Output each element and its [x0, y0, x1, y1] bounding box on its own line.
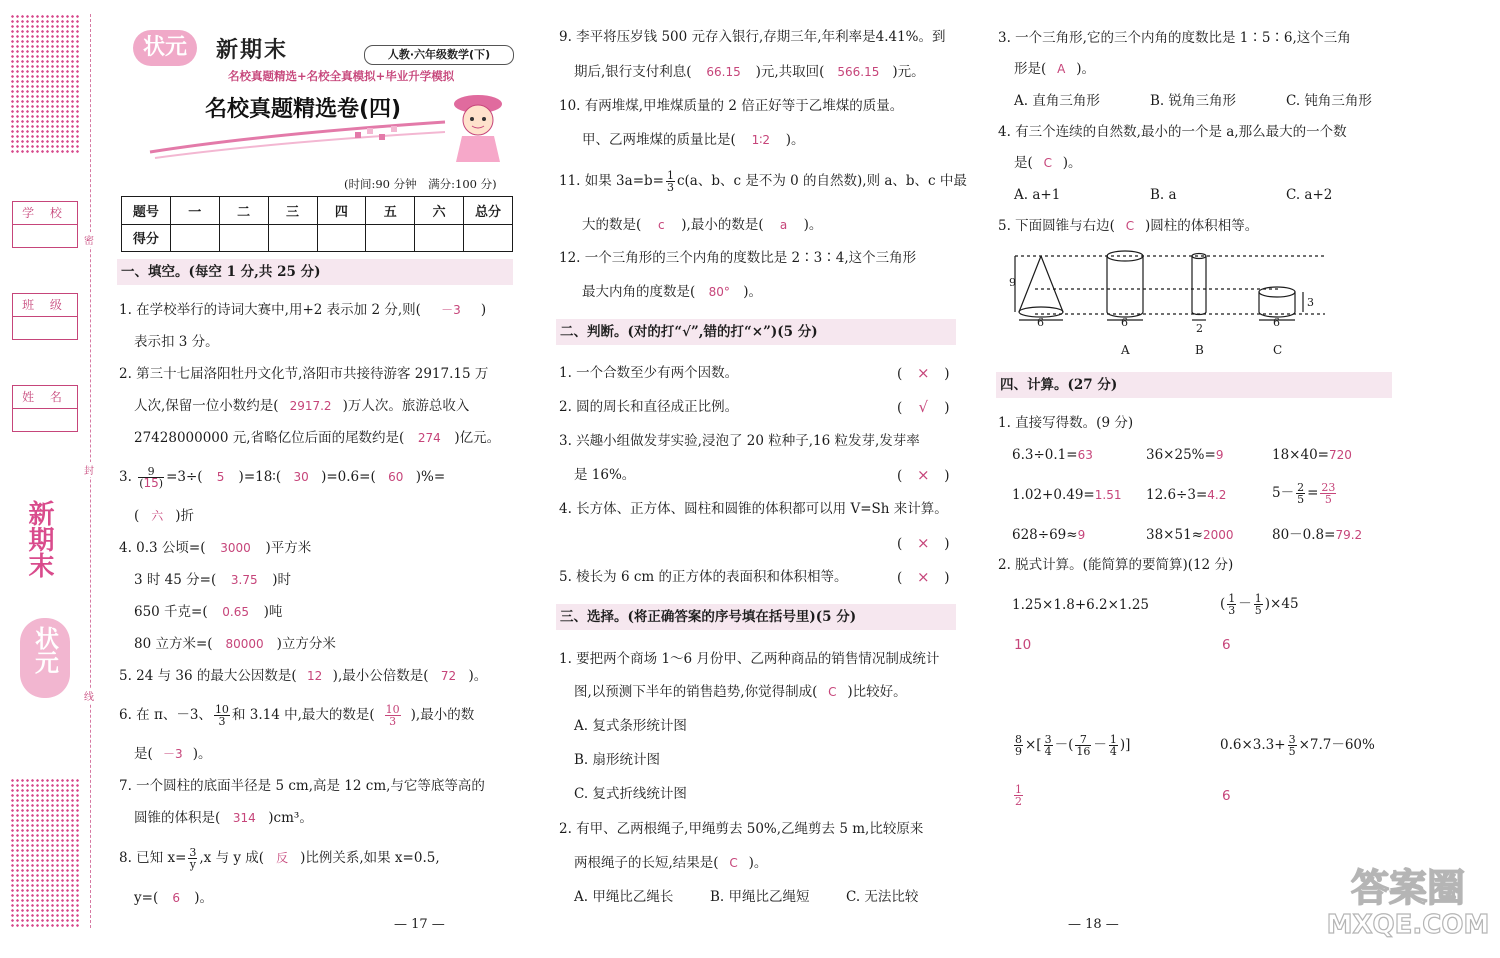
fig-cone-diameter: 6 — [1037, 316, 1044, 329]
score-header: 二 — [219, 197, 268, 225]
choice-2-line2: 两根绳子的长短,结果是( C )。 — [574, 855, 768, 871]
oral-calc-item: 80－0.8=79.2 — [1272, 527, 1363, 543]
score-cell[interactable] — [464, 224, 513, 252]
answer: 60 — [388, 470, 404, 484]
choice-1-option-c: C. 复式折线统计图 — [574, 786, 687, 802]
class-field[interactable] — [12, 293, 78, 340]
section1-title: 一、填空。(每空 1 分,共 25 分) — [117, 259, 513, 285]
choice-2-option-b: B. 甲绳比乙绳短 — [710, 889, 810, 905]
choice-1-line2: 图,以预测下半年的销售趋势,你觉得制成( C )比较好。 — [574, 684, 907, 700]
oral-calc-item: 5－ $\frac{2}{5}$ = $\frac{23}{5}$ — [1272, 481, 1336, 506]
score-header: 五 — [366, 197, 415, 225]
header-swoosh — [145, 112, 455, 162]
score-header: 三 — [268, 197, 317, 225]
score-cell[interactable] — [415, 224, 464, 252]
answer: 反 — [276, 851, 289, 865]
score-header: 四 — [317, 197, 366, 225]
q8-line2: y=( 6 )。 — [134, 890, 213, 906]
vertical-badge-text: 状元 — [30, 626, 59, 674]
choice-3-option-a: A. 直角三角形 — [1014, 93, 1100, 109]
expr-1-answer: 10 — [1014, 637, 1032, 653]
judge-2: 2. 圆的周长和直径成正比例。 — [559, 399, 739, 415]
oral-calc-item: 6.3÷0.1=63 — [1012, 447, 1093, 463]
calc-part2-title: 2. 脱式计算。(能简算的要简算)(12 分) — [998, 557, 1234, 573]
choice-2-line1: 2. 有甲、乙两根绳子,甲绳剪去 50%,乙绳剪去 5 m,比较原来 — [559, 821, 924, 837]
score-header: 总分 — [464, 197, 513, 225]
binding-mark-feng: 封 — [84, 462, 94, 477]
expr-3-answer: $\frac{1}{2}$ — [1015, 783, 1022, 808]
watermark — [1318, 866, 1498, 940]
q7-line2: 圆锥的体积是( 314 )cm³。 — [134, 810, 313, 826]
brand-badge-text: 状元 — [142, 35, 187, 60]
q3-fraction: $\frac{9}{(15)}$ — [139, 465, 164, 490]
q12-line1: 12. 一个三角形的三个内角的度数比是 2∶3∶4,这个三角形 — [559, 250, 917, 266]
fig-cone-height: 9 — [1009, 276, 1016, 289]
answer: 314 — [232, 811, 256, 825]
choice-4-option-c: C. a+2 — [1286, 187, 1333, 203]
page-number-18: — 18 — — [1068, 917, 1119, 932]
judge-5: 5. 棱长为 6 cm 的正方体的表面积和体积相等。 — [559, 569, 848, 585]
expr-4: 0.6×3.3+ $\frac{3}{5}$ ×7.7－60% — [1220, 733, 1375, 758]
answer: C — [729, 856, 738, 870]
score-cell[interactable] — [366, 224, 415, 252]
name-label: 姓 名 — [13, 386, 77, 409]
q6-line2: 是( －3 )。 — [134, 746, 212, 762]
choice-1-line1: 1. 要把两个商场 1～6 月份甲、乙两种商品的销售情况制成统计 — [559, 651, 940, 667]
choice-4-option-b: B. a — [1150, 187, 1177, 203]
answer: 72 — [440, 669, 457, 683]
section3-title: 三、选择。(将正确答案的序号填在括号里)(5 分) — [556, 604, 956, 630]
time-info: (时间:90 分钟 满分:100 分) — [344, 177, 497, 191]
choice-3-line2: 形是( A )。 — [1014, 61, 1096, 77]
watermark-line2: MXQE.COM — [1326, 910, 1490, 940]
choice-1-option-a: A. 复式条形统计图 — [574, 718, 687, 734]
q2-line3: 27428000000 元,省略亿位后面的尾数约是( 274 )亿元。 — [134, 430, 501, 446]
choice-3-option-c: C. 钝角三角形 — [1286, 93, 1372, 109]
judge-1: 1. 一个合数至少有两个因数。 — [559, 365, 739, 381]
q10-line2: 甲、乙两堆煤的质量比是( 1∶2 )。 — [582, 132, 805, 148]
answer: 3000 — [220, 541, 251, 555]
choice-4-line2: 是( C )。 — [1014, 155, 1082, 171]
fig-b-diameter: 2 — [1196, 322, 1203, 335]
score-row-label: 得分 — [122, 224, 171, 252]
score-cell[interactable] — [170, 224, 219, 252]
choice-5: 5. 下面圆锥与右边( C )圆柱的体积相等。 — [998, 218, 1259, 234]
q11-line1: 11. 如果 3a=b= $\frac{1}{3}$ c(a、b、c 是不为 0 的自然数),则 a、b、c 中最 — [559, 169, 967, 194]
answer: 566.15 — [837, 65, 880, 79]
q2-line1: 2. 第三十七届洛阳牡丹文化节,洛阳市共接待游客 2917.15 万 — [119, 366, 489, 382]
answer: 30 — [293, 470, 309, 484]
answer: －3 — [162, 747, 183, 761]
choice-4-line1: 4. 有三个连续的自然数,最小的一个是 a,那么最大的一个数 — [998, 124, 1347, 140]
q12-line2: 最大内角的度数是( 80° )。 — [582, 284, 763, 300]
answer: 66.15 — [706, 65, 741, 79]
fig-label-b: B — [1195, 343, 1204, 357]
school-label: 学 校 — [13, 202, 77, 225]
q4-line2: 3 时 45 分=( 3.75 )时 — [134, 572, 292, 588]
vertical-brand: 新期末 — [24, 500, 54, 578]
choice-1-option-b: B. 扇形统计图 — [574, 752, 661, 768]
oral-calc-item: 628÷69≈9 — [1012, 527, 1086, 543]
judge-2-answer: ( √ ) — [897, 398, 950, 416]
vertical-badge — [20, 618, 70, 698]
oral-calc-item: 38×51≈2000 — [1146, 527, 1234, 543]
answer: C — [1043, 156, 1052, 170]
answer: －3 — [441, 303, 461, 317]
score-table — [121, 196, 513, 252]
q11-line2: 大的数是( c ),最小的数是( a )。 — [582, 217, 823, 233]
answer: A — [1057, 62, 1066, 76]
q4-line4: 80 立方米=( 80000 )立方分米 — [134, 636, 336, 652]
oral-calc-item: 36×25%=9 — [1146, 447, 1224, 463]
q3-line1: 3. $\frac{9}{(15)}$ =3÷( 5 )=18∶( 30 )=0.6=( 60 )%= — [119, 462, 445, 492]
score-header: 一 — [170, 197, 219, 225]
choice-4-option-a: A. a+1 — [1014, 187, 1061, 203]
dot-band-top — [10, 14, 80, 154]
answer: c — [657, 218, 665, 232]
judge-3-answer: ( × ) — [897, 466, 950, 484]
answer: 1∶2 — [751, 133, 770, 147]
judge-1-answer: ( × ) — [897, 364, 950, 382]
expr-2-answer: 6 — [1222, 637, 1231, 653]
subtitle: 名校真题精选+名校全真模拟+毕业升学模拟 — [228, 69, 455, 83]
q1-line1: 1. 在学校举行的诗词大赛中,用+2 表示加 2 分,则( －3 ) — [119, 302, 487, 318]
answer: 80° — [708, 285, 730, 299]
dot-band-bottom — [10, 778, 80, 928]
fig-c-height: 3 — [1307, 296, 1314, 309]
score-cell[interactable] — [268, 224, 317, 252]
oral-calc-item: 1.02+0.49=1.51 — [1012, 487, 1122, 503]
fig-label-a: A — [1121, 343, 1130, 357]
exam-title: 名校真题精选卷(四) — [205, 97, 402, 122]
edition-box: 人教·六年级数学(下) — [364, 45, 514, 65]
answer: 六 — [151, 509, 164, 523]
brand-title: 新期末 — [216, 38, 289, 63]
answer: 3.75 — [230, 573, 258, 587]
score-cell[interactable] — [219, 224, 268, 252]
brand-badge — [133, 30, 197, 66]
expr-2: ( $\frac{1}{3}$ － $\frac{1}{5}$ )×45 — [1220, 592, 1299, 617]
q9-line2: 期后,银行支付利息( 66.15 )元,共取回( 566.15 )元。 — [574, 64, 925, 80]
choice-2-option-c: C. 无法比较 — [846, 889, 919, 905]
cone-cylinder-figure — [1005, 246, 1335, 362]
school-field[interactable] — [12, 201, 78, 248]
q2-line2: 人次,保留一位小数约是( 2917.2 )万人次。旅游总收入 — [134, 398, 470, 414]
judge-4-answer: ( × ) — [897, 534, 950, 552]
q3-line2: ( 六 )折 — [134, 508, 195, 524]
watermark-line1: 答案圈 — [1350, 866, 1465, 910]
class-label: 班 级 — [13, 294, 77, 317]
expr-3: $\frac{8}{9}$ ×[ $\frac{3}{4}$ －( $\frac{7}{16}$ － $\frac{1}{4}$ )] — [1015, 733, 1131, 758]
judge-4: 4. 长方体、正方体、圆柱和圆锥的体积都可以用 V=Sh 来计算。 — [559, 501, 948, 517]
judge-3-line2: 是 16%。 — [574, 467, 636, 483]
scholar-mascot-icon — [446, 90, 510, 164]
answer: 80000 — [225, 637, 264, 651]
q6-line1: 6. 在 π、－3、 $\frac{10}{3}$ 和 3.14 中,最大的数是( $\frac{10}{3}$ ),最小的数 — [119, 703, 475, 728]
q7-line1: 7. 一个圆柱的底面半径是 5 cm,高是 12 cm,与它等底等高的 — [119, 778, 485, 794]
q4-line3: 650 千克=( 0.65 )吨 — [134, 604, 283, 620]
judge-5-answer: ( × ) — [897, 568, 950, 586]
answer: $\frac{10}{3}$ — [385, 703, 400, 728]
choice-3-option-b: B. 锐角三角形 — [1150, 93, 1237, 109]
choice-3-line1: 3. 一个三角形,它的三个内角的度数比是 1∶5∶6,这个三角 — [998, 30, 1351, 46]
calc-part1-title: 1. 直接写得数。(9 分) — [998, 415, 1134, 431]
section4-title: 四、计算。(27 分) — [996, 372, 1392, 398]
q1-line2: 表示扣 3 分。 — [134, 334, 219, 350]
fig-c-diameter: 6 — [1273, 316, 1280, 329]
q10-line1: 10. 有两堆煤,甲堆煤质量的 2 倍正好等于乙堆煤的质量。 — [559, 98, 904, 114]
fig-a-diameter: 6 — [1121, 316, 1128, 329]
score-header: 六 — [415, 197, 464, 225]
choice-2-option-a: A. 甲绳比乙绳长 — [574, 889, 674, 905]
answer: 0.65 — [222, 605, 249, 619]
binding-mark-mi: 密 — [84, 232, 94, 247]
page-number-17: — 17 — — [394, 917, 445, 932]
q5: 5. 24 与 36 的最大公因数是( 12 ),最小公倍数是( 72 )。 — [119, 668, 488, 684]
expr-4-answer: 6 — [1222, 788, 1231, 804]
oral-calc-item: 18×40=720 — [1272, 447, 1352, 463]
score-cell[interactable] — [317, 224, 366, 252]
q8-line1: 8. 已知 x= $\frac{3}{y}$ ,x 与 y 成( 反 )比例关系,如果 x=0.5, — [119, 843, 440, 873]
fig-label-c: C — [1273, 343, 1283, 357]
name-field[interactable] — [12, 385, 78, 432]
answer: a — [779, 218, 788, 232]
answer: 5 — [216, 470, 225, 484]
score-header: 题号 — [122, 197, 171, 225]
answer: C — [1125, 219, 1135, 233]
section2-title: 二、判断。(对的打“√”,错的打“×”)(5 分) — [556, 319, 956, 345]
answer: 12 — [307, 669, 323, 683]
expr-1: 1.25×1.8+6.2×1.25 — [1012, 597, 1149, 613]
answer: 2917.2 — [289, 399, 332, 413]
answer: 6 — [172, 891, 181, 905]
q4-line1: 4. 0.3 公顷=( 3000 )平方米 — [119, 540, 312, 556]
answer: C — [828, 685, 837, 699]
judge-3-line1: 3. 兴趣小组做发芽实验,浸泡了 20 粒种子,16 粒发芽,发芽率 — [559, 433, 920, 449]
q9-line1: 9. 李平将压岁钱 500 元存入银行,存期三年,年利率是4.41%。到 — [559, 29, 946, 45]
binding-mark-xian: 线 — [84, 688, 94, 703]
answer: 274 — [417, 431, 441, 445]
oral-calc-item: 12.6÷3=4.2 — [1146, 487, 1227, 503]
